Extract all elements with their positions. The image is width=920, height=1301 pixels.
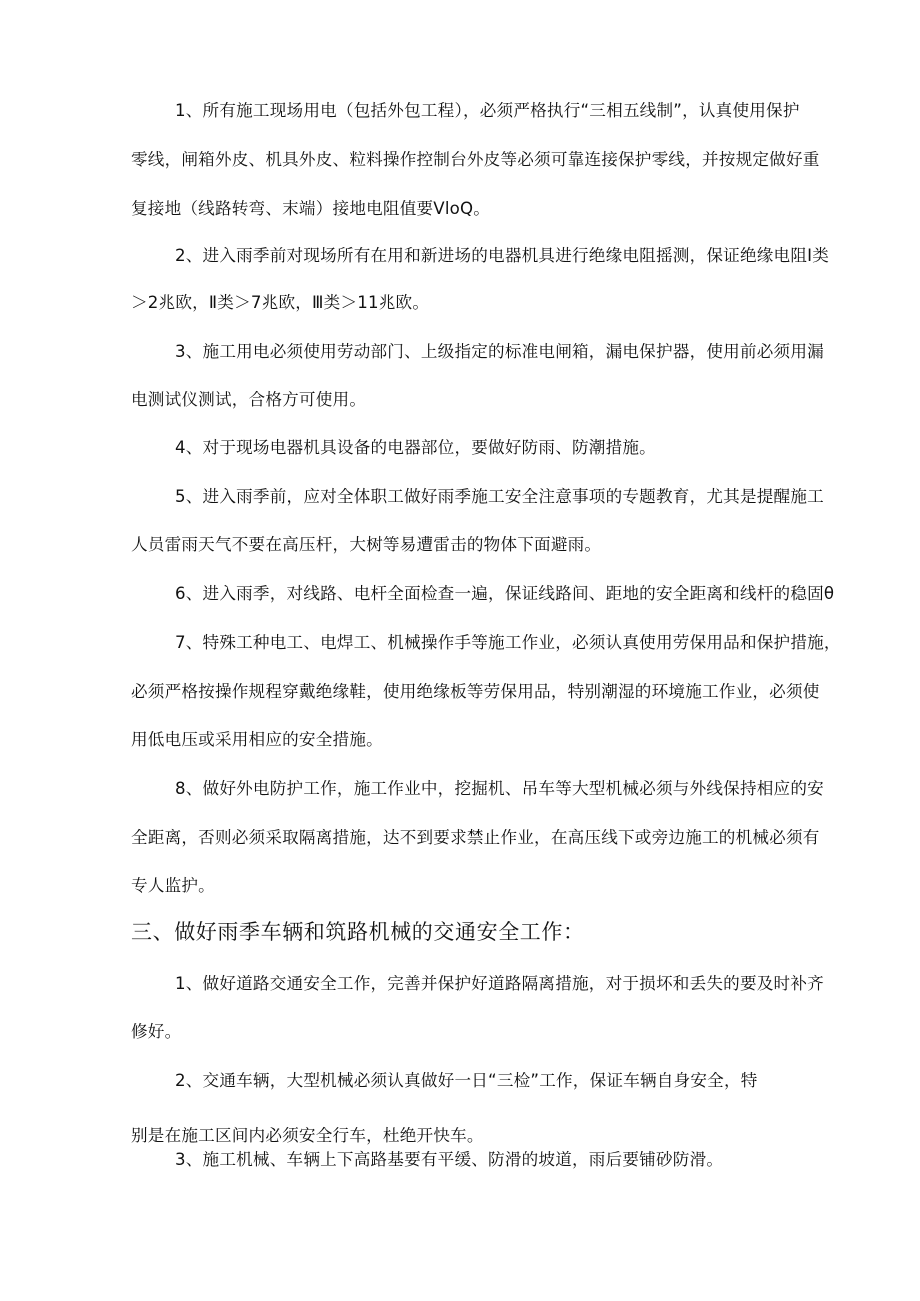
text-line: 人员雷雨天气不要在高压杆，大树等易遭雷击的物体下面避雨。 [131,535,602,554]
text-line: 5、进入雨季前，应对全体职工做好雨季施工安全注意事项的专题教育，尤其是提醒施工 [175,487,824,506]
text-line: 全距离，否则必须采取隔离措施，达不到要求禁止作业，在高压线下或旁边施工的机械必须有 [131,828,820,847]
text-line: 用低电压或采用相应的安全措施。 [131,730,383,749]
text-line: 2、交通车辆，大型机械必须认真做好一日“三检”工作，保证车辆自身安全，特 [175,1071,758,1090]
text-line: 专人监护。 [131,876,215,895]
text-line: 必须严格按操作规程穿戴绝缘鞋，使用绝缘板等劳保用品，特别潮湿的环境施工作业，必须使 [131,682,820,701]
text-line: 1、所有施工现场用电（包括外包工程），必须严格执行“三相五线制”，认真使用保护 [175,101,800,120]
text-line: 3、施工机械、车辆上下高路基要有平缓、防滑的坡道，雨后要铺砂防滑。 [175,1150,724,1169]
section-heading: 三、做好雨季车辆和筑路机械的交通安全工作： [131,920,585,944]
text-line: 8、做好外电防护工作，施工作业中，挖掘机、吊车等大型机械必须与外线保持相应的安 [175,779,824,798]
text-line: 别是在施工区间内必须安全行车，杜绝开快车。 [131,1126,484,1145]
text-line: 零线，闸箱外皮、机具外皮、粒料操作控制台外皮等必须可靠连接保护零线，并按规定做好重 [131,150,820,169]
text-line: 2、进入雨季前对现场所有在用和新进场的电器机具进行绝缘电阻摇测，保证绝缘电阻Ⅰ类 [175,246,830,265]
text-line: 6、进入雨季，对线路、电杆全面检查一遍，保证线路间、距地的安全距离和线杆的稳固θ [175,584,835,603]
text-line: 7、特殊工种电工、电焊工、机械操作手等施工作业，必须认真使用劳保用品和保护措施， [175,633,841,652]
text-line: 3、施工用电必须使用劳动部门、上级指定的标准电闸箱，漏电保护器，使用前必须用漏 [175,342,824,361]
text-line: 修好。 [131,1022,182,1041]
text-line: ＞2兆欧，Ⅱ类＞7兆欧，Ⅲ类＞11兆欧。 [131,293,430,312]
text-line: 复接地（线路转弯、末端）接地电阻值要VloQ。 [131,199,491,218]
text-line: 电测试仪测试，合格方可使用。 [131,390,367,409]
text-line: 1、做好道路交通安全工作，完善并保护好道路隔离措施，对于损坏和丢失的要及时补齐 [175,974,824,993]
text-line: 4、对于现场电器机具设备的电器部位，要做好防雨、防潮措施。 [175,438,656,457]
